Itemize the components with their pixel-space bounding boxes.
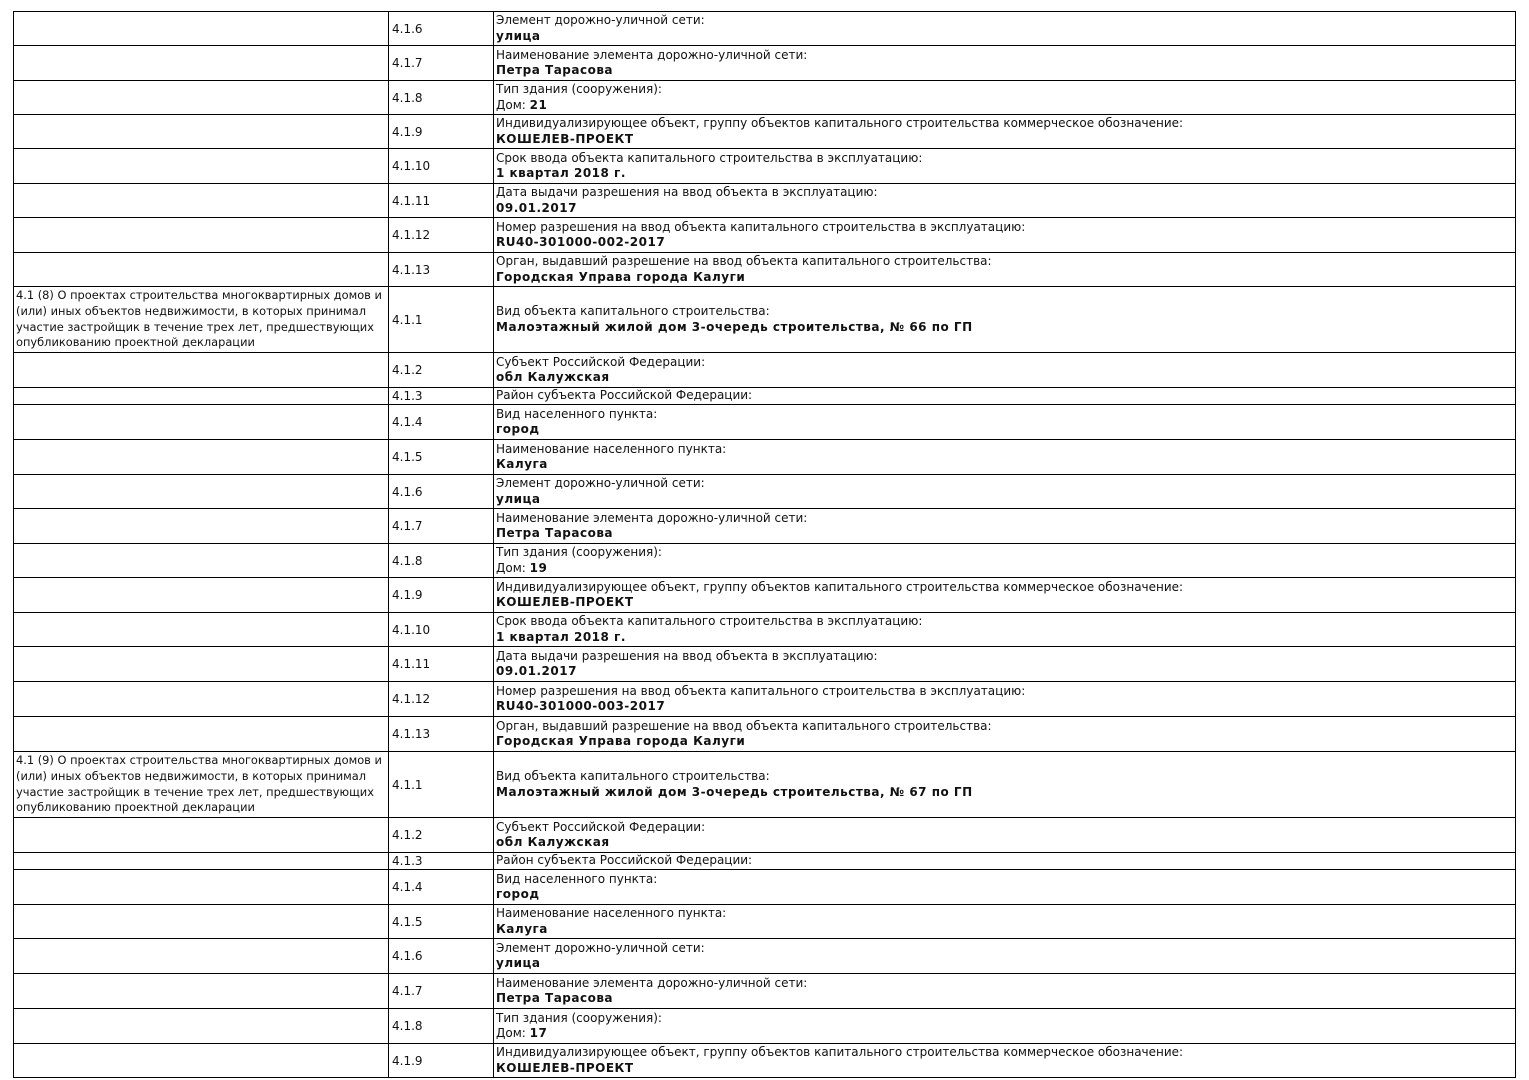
field-value: 09.01.2017: [496, 200, 577, 215]
field-value: Малоэтажный жилой дом 3-очередь строительства, № 66 по ГП: [496, 319, 973, 334]
number-cell: [388, 646, 494, 682]
number-cell: [388, 217, 494, 253]
section-cell: [13, 217, 389, 253]
content-cell: [493, 1008, 1516, 1044]
table-row: [13, 45, 1516, 81]
item-number: 4.1.4: [392, 880, 423, 894]
table-row: [13, 286, 1516, 353]
field-label: Орган, выдавший разрешение на ввод объекта капитального строительства:: [496, 254, 992, 269]
content-cell: [493, 114, 1516, 149]
content-cell: [493, 869, 1516, 905]
table-row: [13, 474, 1516, 509]
number-cell: [388, 352, 494, 388]
table-row: [13, 751, 1516, 818]
item-number: 4.1.13: [392, 262, 431, 277]
content-cell: [493, 387, 1516, 405]
field-label: Орган, выдавший разрешение на ввод объекта капитального строительства:: [496, 718, 992, 733]
field-label: Индивидуализирующее объект, группу объектов капитального строительства коммерческое обозначение:: [496, 116, 1184, 131]
table-row: [13, 80, 1516, 115]
content-cell: [493, 252, 1516, 287]
section-cell: [13, 938, 389, 974]
item-number: 4.1.11: [392, 657, 431, 671]
item-number: 4.1.1: [392, 777, 423, 792]
item-number: 4.1.2: [392, 363, 423, 377]
section-cell: [13, 45, 389, 81]
content-cell: [493, 646, 1516, 682]
item-number: 4.1.12: [392, 692, 431, 706]
content-cell: [493, 45, 1516, 81]
field-value: обл Калужская: [496, 835, 610, 849]
item-number: 4.1.6: [392, 21, 423, 36]
field-label: Вид объекта капитального строительства:: [496, 304, 770, 319]
field-label: Дата выдачи разрешения на ввод объекта в эксплуатацию:: [496, 648, 878, 663]
field-value: Малоэтажный жилой дом 3-очередь строительства, № 67 по ГП: [496, 784, 973, 799]
item-number: 4.1.12: [392, 228, 431, 242]
field-label: Наименование элемента дорожно-уличной сети:: [496, 47, 808, 62]
item-number: 4.1.1: [392, 312, 423, 327]
field-value: улица: [496, 956, 541, 970]
field-value: 1 квартал 2018 г.: [496, 166, 626, 180]
field-label: Номер разрешения на ввод объекта капитального строительства в эксплуатацию:: [496, 219, 1026, 234]
table-row: [13, 508, 1516, 544]
number-cell: [388, 852, 494, 870]
number-cell: [388, 252, 494, 287]
item-number: 4.1.10: [392, 622, 431, 637]
section-cell: [13, 80, 389, 115]
section-cell: [13, 11, 389, 46]
number-cell: [388, 973, 494, 1009]
field-prefix: Дом:: [496, 560, 530, 575]
section-text: 4.1 (8) О проектах строительства многоквартирных домов и (или) иных объектов недвижимости, в которых принимал участие застройщик в течение трех лет, предшествующих опубликованию проектной декларации: [16, 288, 382, 350]
field-value: улица: [496, 28, 541, 43]
item-number: 4.1.6: [392, 949, 423, 963]
table-row: [13, 852, 1516, 870]
number-cell: [388, 439, 494, 475]
number-cell: [388, 114, 494, 149]
content-cell: [493, 1043, 1516, 1078]
section-cell: [13, 148, 389, 184]
table-row: [13, 904, 1516, 939]
field-label: Вид населенного пункта:: [496, 406, 658, 421]
content-cell: [493, 904, 1516, 939]
field-label: Наименование населенного пункта:: [496, 906, 727, 921]
number-cell: [388, 286, 494, 353]
number-cell: [388, 543, 494, 578]
field-label: Субъект Российской Федерации:: [496, 819, 706, 834]
content-cell: [493, 751, 1516, 818]
table-row: [13, 1043, 1516, 1078]
field-label: Тип здания (сооружения):: [496, 545, 662, 560]
section-cell: [13, 612, 389, 647]
field-prefix: Дом:: [496, 1026, 530, 1040]
section-cell: [13, 352, 389, 388]
item-number: 4.1.11: [392, 193, 431, 208]
field-value: город: [496, 422, 540, 436]
item-number: 4.1.7: [392, 56, 423, 70]
number-cell: [388, 904, 494, 939]
field-label: Субъект Российской Федерации:: [496, 354, 706, 369]
field-value: 17: [529, 1026, 548, 1040]
field-value: 19: [529, 560, 548, 575]
number-cell: [388, 1043, 494, 1078]
content-cell: [493, 474, 1516, 509]
section-cell: [13, 1008, 389, 1044]
section-cell: [13, 852, 389, 870]
field-label: Вид населенного пункта:: [496, 871, 658, 886]
table-row: [13, 646, 1516, 682]
table-row: [13, 387, 1516, 405]
table-row: [13, 869, 1516, 905]
table-row: [13, 612, 1516, 647]
field-value: обл Калужская: [496, 370, 610, 384]
content-cell: [493, 352, 1516, 388]
table-row: [13, 543, 1516, 578]
content-cell: [493, 938, 1516, 974]
section-cell: [13, 508, 389, 544]
section-cell: [13, 404, 389, 440]
item-number: 4.1.5: [392, 450, 423, 464]
section-cell: [13, 817, 389, 853]
field-label: Район субъекта Российской Федерации:: [496, 388, 753, 403]
field-label: Тип здания (сооружения):: [496, 82, 662, 97]
number-cell: [388, 612, 494, 647]
number-cell: [388, 817, 494, 853]
field-label: Номер разрешения на ввод объекта капитального строительства в эксплуатацию:: [496, 683, 1026, 698]
section-cell: [13, 577, 389, 613]
content-cell: [493, 508, 1516, 544]
content-cell: [493, 11, 1516, 46]
field-prefix: Дом:: [496, 97, 530, 112]
table-row: [13, 681, 1516, 717]
number-cell: [388, 716, 494, 752]
item-number: 4.1.9: [392, 1053, 423, 1068]
field-value: КОШЕЛЕВ-ПРОЕКТ: [496, 1060, 634, 1075]
number-cell: [388, 11, 494, 46]
field-value: Петра Тарасова: [496, 526, 614, 540]
number-cell: [388, 577, 494, 613]
number-cell: [388, 45, 494, 81]
item-number: 4.1.8: [392, 553, 423, 568]
number-cell: [388, 183, 494, 218]
number-cell: [388, 869, 494, 905]
table-row: [13, 11, 1516, 46]
section-cell: [13, 681, 389, 717]
number-cell: [388, 404, 494, 440]
field-label: Элемент дорожно-уличной сети:: [496, 13, 705, 28]
section-cell: [13, 646, 389, 682]
field-label: Наименование элемента дорожно-уличной сети:: [496, 975, 808, 990]
item-number: 4.1.7: [392, 984, 423, 998]
content-cell: [493, 577, 1516, 613]
field-value: город: [496, 887, 540, 901]
content-cell: [493, 612, 1516, 647]
table-row: [13, 404, 1516, 440]
number-cell: [388, 508, 494, 544]
field-value: Калуга: [496, 921, 548, 936]
section-cell: [13, 869, 389, 905]
table-row: [13, 817, 1516, 853]
field-label: Срок ввода объекта капитального строительства в эксплуатацию:: [496, 614, 923, 629]
field-value: RU40-301000-003-2017: [496, 699, 666, 713]
field-value: Калуга: [496, 457, 548, 471]
field-label: Элемент дорожно-уличной сети:: [496, 476, 705, 491]
content-cell: [493, 852, 1516, 870]
table-row: [13, 577, 1516, 613]
number-cell: [388, 681, 494, 717]
content-cell: [493, 80, 1516, 115]
field-label: Элемент дорожно-уличной сети:: [496, 940, 705, 955]
field-label: Наименование населенного пункта:: [496, 441, 727, 456]
section-cell: [13, 252, 389, 287]
item-number: 4.1.3: [392, 854, 423, 868]
section-cell: [13, 474, 389, 509]
content-cell: [493, 681, 1516, 717]
section-cell: [13, 543, 389, 578]
content-cell: [493, 286, 1516, 353]
content-cell: [493, 817, 1516, 853]
section-text: 4.1 (9) О проектах строительства многоквартирных домов и (или) иных объектов недвижимости, в которых принимал участие застройщик в течение трех лет, предшествующих опубликованию проектной декларации: [16, 753, 382, 815]
table-row: [13, 148, 1516, 184]
table-row: [13, 1008, 1516, 1044]
field-label: Индивидуализирующее объект, группу объектов капитального строительства коммерческое обозначение:: [496, 579, 1184, 594]
item-number: 4.1.5: [392, 914, 423, 929]
field-label: Срок ввода объекта капитального строительства в эксплуатацию:: [496, 150, 923, 165]
number-cell: [388, 474, 494, 509]
item-number: 4.1.13: [392, 727, 431, 741]
item-number: 4.1.10: [392, 159, 431, 173]
item-number: 4.1.4: [392, 415, 423, 429]
content-cell: [493, 973, 1516, 1009]
content-cell: [493, 183, 1516, 218]
table-row: [13, 439, 1516, 475]
item-number: 4.1.8: [392, 1019, 423, 1033]
section-cell: [13, 904, 389, 939]
field-value: улица: [496, 491, 541, 506]
number-cell: [388, 1008, 494, 1044]
section-cell: [13, 1043, 389, 1078]
content-cell: [493, 148, 1516, 184]
field-label: Дата выдачи разрешения на ввод объекта в эксплуатацию:: [496, 185, 878, 200]
number-cell: [388, 751, 494, 818]
content-cell: [493, 543, 1516, 578]
table-row: [13, 183, 1516, 218]
number-cell: [388, 938, 494, 974]
field-value: Петра Тарасова: [496, 991, 614, 1005]
item-number: 4.1.7: [392, 519, 423, 533]
section-cell: [13, 751, 389, 818]
table-row: [13, 114, 1516, 149]
section-cell: [13, 183, 389, 218]
field-label: Район субъекта Российской Федерации:: [496, 853, 753, 868]
field-value: Городская Управа города Калуги: [496, 269, 746, 284]
item-number: 4.1.9: [392, 124, 423, 139]
table-row: [13, 973, 1516, 1009]
content-cell: [493, 439, 1516, 475]
field-label: Наименование элемента дорожно-уличной сети:: [496, 510, 808, 525]
section-cell: [13, 387, 389, 405]
field-label: Вид объекта капитального строительства:: [496, 769, 770, 784]
content-cell: [493, 217, 1516, 253]
field-value: 1 квартал 2018 г.: [496, 629, 626, 644]
item-number: 4.1.8: [392, 90, 423, 105]
table-row: [13, 217, 1516, 253]
item-number: 4.1.2: [392, 828, 423, 842]
field-label: Индивидуализирующее объект, группу объектов капитального строительства коммерческое обозначение:: [496, 1045, 1184, 1060]
content-cell: [493, 404, 1516, 440]
field-value: 21: [529, 97, 548, 112]
section-cell: [13, 973, 389, 1009]
section-cell: [13, 114, 389, 149]
table-row: [13, 252, 1516, 287]
table-row: [13, 352, 1516, 388]
field-value: Городская Управа города Калуги: [496, 734, 746, 748]
field-value: КОШЕЛЕВ-ПРОЕКТ: [496, 595, 634, 609]
content-cell: [493, 716, 1516, 752]
field-value: КОШЕЛЕВ-ПРОЕКТ: [496, 131, 634, 146]
number-cell: [388, 80, 494, 115]
item-number: 4.1.3: [392, 389, 423, 403]
field-value: Петра Тарасова: [496, 63, 614, 77]
field-value: 09.01.2017: [496, 664, 577, 678]
number-cell: [388, 148, 494, 184]
item-number: 4.1.9: [392, 588, 423, 602]
section-cell: [13, 439, 389, 475]
section-cell: [13, 716, 389, 752]
number-cell: [388, 387, 494, 405]
field-value: RU40-301000-002-2017: [496, 235, 666, 249]
item-number: 4.1.6: [392, 484, 423, 499]
table-row: [13, 938, 1516, 974]
table-row: [13, 716, 1516, 752]
section-cell: [13, 286, 389, 353]
field-label: Тип здания (сооружения):: [496, 1010, 662, 1025]
